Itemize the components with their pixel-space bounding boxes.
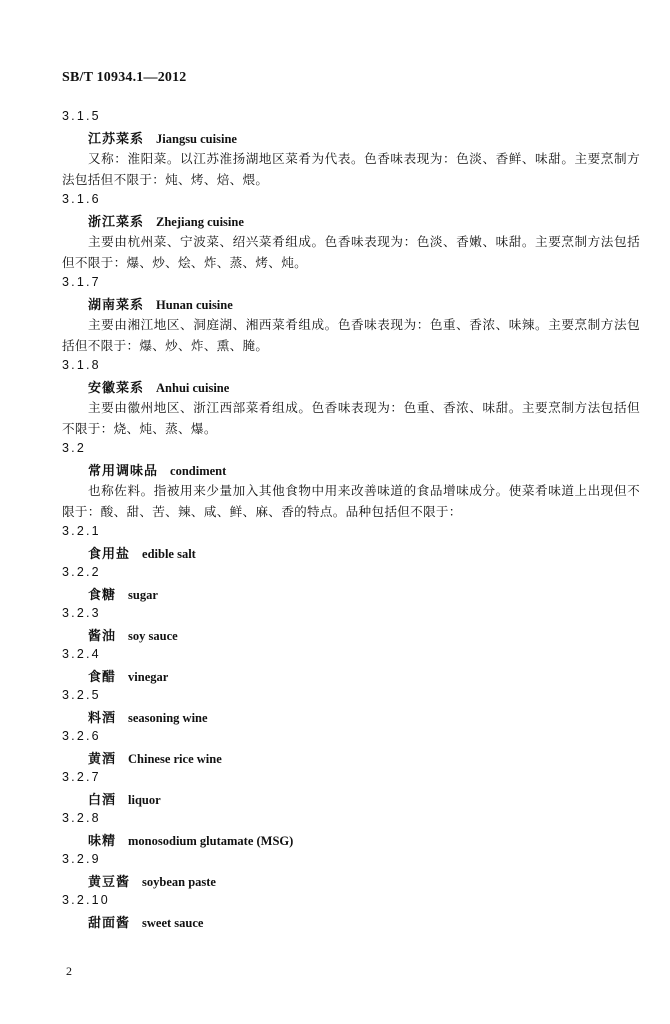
clause-number: 3.2.5 bbox=[62, 688, 101, 702]
page-number: 2 bbox=[66, 964, 72, 978]
term-definition: 主要由杭州菜、宁波菜、绍兴菜肴组成。色香味表现为：色淡、香嫩、味甜。主要烹制方法包括但不限于：爆、炒、烩、炸、蒸、烤、炖。 bbox=[62, 234, 640, 270]
clause-number: 3.2.1 bbox=[62, 524, 101, 538]
term-chinese: 味精 bbox=[88, 834, 117, 849]
term-heading bbox=[88, 625, 178, 644]
term-english: seasoning wine bbox=[128, 711, 208, 725]
term-heading bbox=[88, 211, 244, 230]
term-english: Jiangsu cuisine bbox=[156, 132, 237, 146]
term-heading bbox=[88, 128, 237, 147]
term-heading bbox=[88, 377, 229, 396]
clause-number: 3.2.8 bbox=[62, 811, 101, 825]
term-heading bbox=[88, 707, 208, 726]
term-chinese: 酱油 bbox=[88, 629, 117, 644]
term-english: vinegar bbox=[128, 670, 169, 684]
clause-number: 3.1.7 bbox=[62, 275, 101, 289]
term-chinese: 食用盐 bbox=[88, 547, 131, 562]
term-chinese: 黄豆酱 bbox=[88, 875, 131, 890]
term-english: edible salt bbox=[142, 547, 196, 561]
term-heading bbox=[88, 584, 158, 603]
term-definition: 又称：淮阳菜。以江苏淮扬湖地区菜肴为代表。色香味表现为：色淡、香鲜、味甜。主要烹制方法包括但不限于：炖、烤、焙、煨。 bbox=[62, 151, 640, 187]
term-chinese: 江苏菜系 bbox=[88, 132, 145, 147]
term-chinese: 黄酒 bbox=[88, 752, 117, 767]
term-english: Anhui cuisine bbox=[156, 381, 230, 395]
term-chinese: 料酒 bbox=[88, 711, 117, 726]
term-heading bbox=[88, 748, 222, 767]
term-english: soybean paste bbox=[142, 875, 216, 889]
term-heading bbox=[88, 460, 226, 479]
clause-number: 3.2.10 bbox=[62, 893, 110, 907]
term-heading bbox=[88, 912, 203, 931]
term-english: Chinese rice wine bbox=[128, 752, 222, 766]
term-definition: 主要由徽州地区、浙江西部菜肴组成。色香味表现为：色重、香浓、味甜。主要烹制方法包括但不限于：烧、炖、蒸、爆。 bbox=[62, 400, 640, 436]
term-heading bbox=[88, 294, 233, 313]
term-chinese: 白酒 bbox=[88, 793, 117, 808]
term-english: Hunan cuisine bbox=[156, 298, 233, 312]
term-english: soy sauce bbox=[128, 629, 178, 643]
term-heading bbox=[88, 789, 161, 808]
term-heading bbox=[88, 871, 216, 890]
term-chinese: 浙江菜系 bbox=[88, 215, 145, 230]
term-english: Zhejiang cuisine bbox=[156, 215, 244, 229]
term-english: liquor bbox=[128, 793, 161, 807]
term-definition: 主要由湘江地区、洞庭湖、湘西菜肴组成。色香味表现为：色重、香浓、味辣。主要烹制方法包括但不限于：爆、炒、炸、熏、腌。 bbox=[62, 317, 640, 353]
standard-code-header: SB/T 10934.1—2012 bbox=[62, 70, 187, 85]
clause-number: 3.1.5 bbox=[62, 109, 101, 123]
term-english: sweet sauce bbox=[142, 916, 204, 930]
clause-number: 3.2.6 bbox=[62, 729, 101, 743]
term-english: condiment bbox=[170, 464, 227, 478]
clause-number: 3.1.8 bbox=[62, 358, 101, 372]
term-english: sugar bbox=[128, 588, 158, 602]
term-heading bbox=[88, 543, 196, 562]
clause-number: 3.2.4 bbox=[62, 647, 101, 661]
term-chinese: 湖南菜系 bbox=[88, 298, 145, 313]
term-chinese: 食糖 bbox=[88, 588, 117, 603]
term-heading bbox=[88, 830, 293, 849]
term-definition: 也称佐料。指被用来少量加入其他食物中用来改善味道的食品增味成分。使菜肴味道上出现但不限于：酸、甜、苦、辣、咸、鲜、麻、香的特点。品种包括但不限于： bbox=[62, 483, 640, 519]
clause-number: 3.2.9 bbox=[62, 852, 101, 866]
term-english: monosodium glutamate (MSG) bbox=[128, 834, 294, 848]
clause-number: 3.2 bbox=[62, 441, 86, 455]
clause-number: 3.1.6 bbox=[62, 192, 101, 206]
clause-number: 3.2.7 bbox=[62, 770, 101, 784]
term-chinese: 食醋 bbox=[88, 670, 117, 685]
term-chinese: 甜面酱 bbox=[88, 916, 131, 931]
clause-number: 3.2.2 bbox=[62, 565, 101, 579]
term-heading bbox=[88, 666, 168, 685]
term-chinese: 安徽菜系 bbox=[88, 381, 145, 396]
clause-number: 3.2.3 bbox=[62, 606, 101, 620]
term-chinese: 常用调味品 bbox=[88, 464, 159, 479]
